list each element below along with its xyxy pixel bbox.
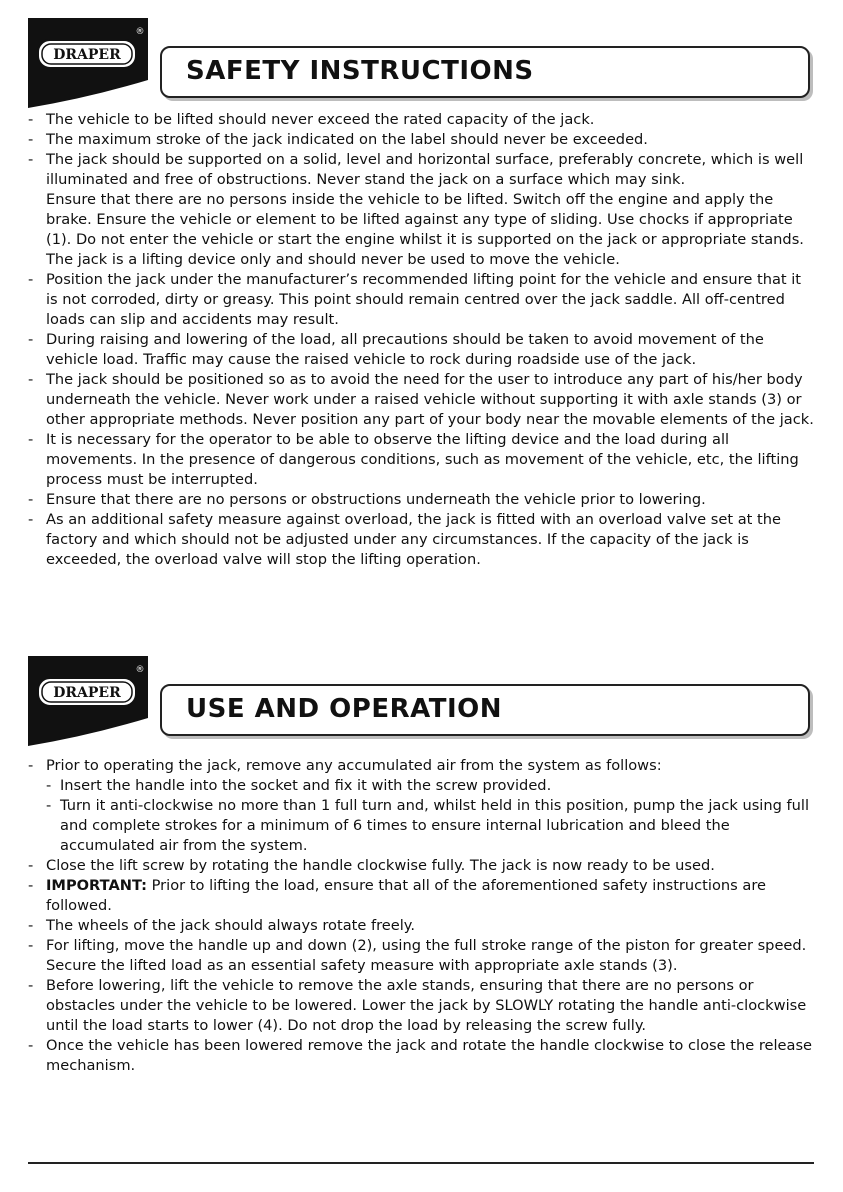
list-item: - During raising and lowering of the load, all precautions should be taken to avoid movement of the vehicle load. Traffic may cause the raised vehicle to rock during roadside use of the jack. <box>28 330 816 370</box>
operation-title-box <box>160 684 810 736</box>
safety-section <box>0 18 843 118</box>
list-item: - The maximum stroke of the jack indicated on the label should never be exceeded. <box>28 130 816 150</box>
list-item: - Position the jack under the manufacturer’s recommended lifting point for the vehicle and ensure that it is not corroded, dirty or greasy. This point should remain centred over the jack saddle. All off-centred loads can slip and accidents may result. <box>28 270 816 330</box>
list-item: - The jack should be supported on a solid, level and horizontal surface, preferably concrete, which is well illuminated and free of obstructions. Never stand the jack on a surface which may sink. <box>28 150 816 190</box>
operation-sub-list <box>46 776 816 856</box>
svg-text:DRAPER: DRAPER <box>53 685 121 701</box>
list-item: - The wheels of the jack should always rotate freely. <box>28 916 816 936</box>
list-item: - The jack should be positioned so as to avoid the need for the user to introduce any part of his/her body underneath the vehicle. Never work under a raised vehicle without supporting it with axle stands (3) or other appropriate methods. Never position any part of your body near the movable elements of the jack. <box>28 370 816 430</box>
safety-title-box <box>160 46 810 98</box>
operation-intro: Prior to operating the jack, remove any accumulated air from the system as follows: <box>46 757 662 774</box>
list-item: - As an additional safety measure against overload, the jack is fitted with an overload valve set at the factory and which should not be adjusted under any circumstances. If the capacity of the jack is exceeded, the overload valve will stop the lifting operation. <box>28 510 816 570</box>
bottom-rule <box>28 1162 814 1164</box>
sub-list-item: - Turn it anti-clockwise no more than 1 full turn and, whilst held in this position, pump the jack using full and complete strokes for a minimum of 6 times to ensure internal lubrication and bleed the accumulated air from the system. <box>46 796 816 856</box>
sub-list-item: - Insert the handle into the socket and fix it with the screw provided. <box>46 776 816 796</box>
list-item: - Close the lift screw by rotating the handle clockwise fully. The jack is now ready to be used. <box>28 856 816 876</box>
draper-logo <box>28 656 148 756</box>
safety-header <box>0 18 843 118</box>
svg-text:®: ® <box>135 27 145 37</box>
list-item: - Ensure that there are no persons or obstructions underneath the vehicle prior to lowering. <box>28 490 816 510</box>
list-item: Ensure that there are no persons inside the vehicle to be lifted. Switch off the engine and apply the brake. Ensure the vehicle or element to be lifted against any type of sliding. Use chocks if appropriate (1). Do not enter the vehicle or start the engine whilst it is supported on the jack or appropriate stands. The jack is a lifting device only and should never be used to move the vehicle. <box>46 191 804 268</box>
important-label: IMPORTANT: <box>46 877 147 894</box>
list-item: - Before lowering, lift the vehicle to remove the axle stands, ensuring that there are no persons or obstacles under the vehicle to be lowered. Lower the jack by SLOWLY rotating the handle anti-clockwise until the load starts to lower (4). Do not drop the load by releasing the screw fully. <box>28 976 816 1036</box>
operation-list <box>28 756 816 1076</box>
list-item: - For lifting, move the handle up and down (2), using the full stroke range of the piston for greater speed. Secure the lifted load as an essential safety measure with appropriate axle stands (3). <box>28 936 816 976</box>
svg-text:®: ® <box>135 665 145 675</box>
operation-header <box>0 656 843 756</box>
important-text: Prior to lifting the load, ensure that all of the aforementioned safety instructions are followed. <box>46 877 766 914</box>
list-item: - The vehicle to be lifted should never exceed the rated capacity of the jack. <box>28 110 816 130</box>
operation-title: USE AND OPERATION <box>186 694 502 724</box>
list-item <box>28 876 816 916</box>
list-item: - It is necessary for the operator to be able to observe the lifting device and the load during all movements. In the presence of dangerous conditions, such as movement of the vehicle, etc, the lifting process must be interrupted. <box>28 430 816 490</box>
list-item <box>28 756 816 856</box>
operation-section <box>0 656 843 756</box>
list-item: - Once the vehicle has been lowered remove the jack and rotate the handle clockwise to close the release mechanism. <box>28 1036 816 1076</box>
safety-title: SAFETY INSTRUCTIONS <box>186 56 534 86</box>
safety-list <box>28 110 816 570</box>
svg-text:DRAPER: DRAPER <box>53 47 121 63</box>
draper-logo <box>28 18 148 118</box>
